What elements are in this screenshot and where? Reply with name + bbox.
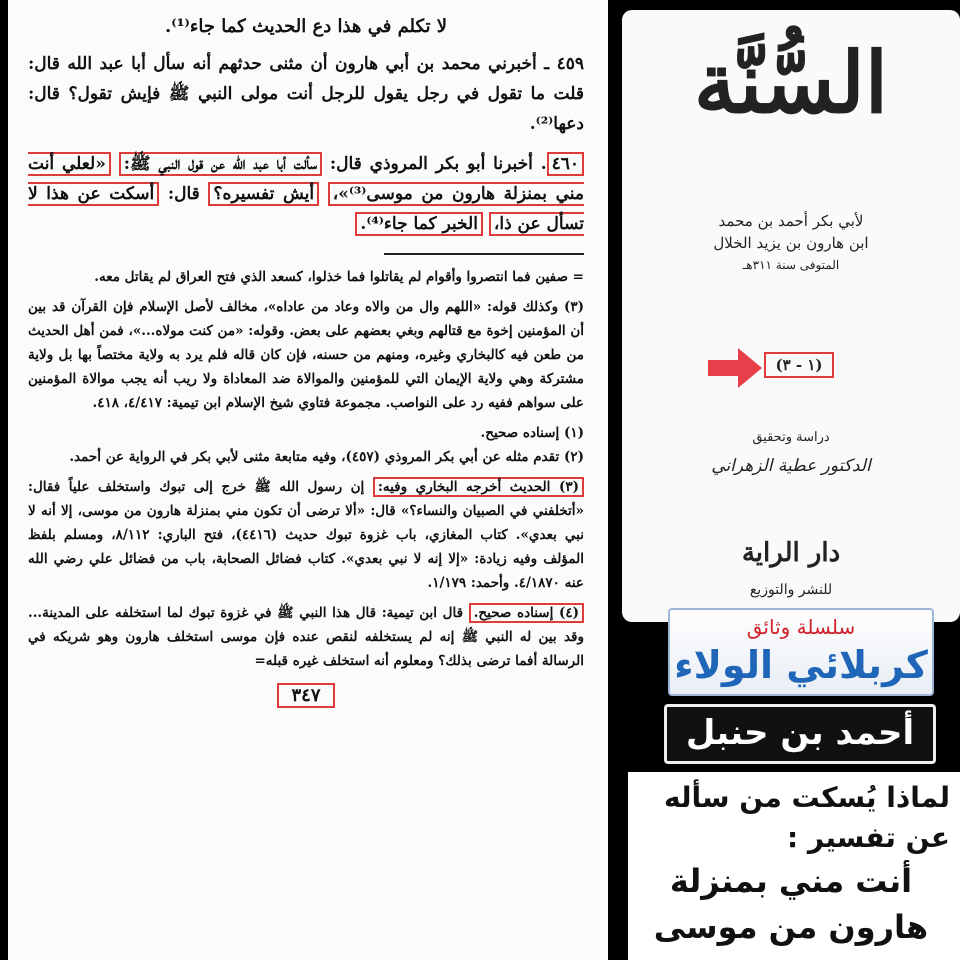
highlight-silence: أسكت عن هذا لا تسأل عن ذا، xyxy=(28,184,584,234)
question-line-4: هارون من موسى xyxy=(653,908,929,946)
cover-study: دراسة وتحقيق xyxy=(752,430,830,445)
highlight-number-460: ٤٦٠ xyxy=(547,152,584,176)
paragraph-459: ٤٥٩ ـ أخبرني محمد بن أبي هارون أن مثنى حدثهم أنه سأل أبا عبد الله قال: قلت ما تقول في رجل يقول للرجل أنت مولى النبي ﷺ فإيش تقول؟ قال: دعها⁽²⁾. xyxy=(28,54,584,134)
logo-main-text: كربلائي الولاء xyxy=(674,643,928,687)
highlight-as-it-came: الخبر كما جاء⁽⁴⁾. xyxy=(355,212,483,236)
footnote-2: (٢) تقدم مثله عن أبي بكر المروذي (٤٥٧)، وفيه متابعة مثنى لأبي بكر في الرواية عن أحمد. xyxy=(69,449,584,465)
footnote-4-text: قال ابن تيمية: قال هذا النبي ﷺ في غزوة تبوك لما استخلفه على المدينة... وقد بين له النبي ﷺ إنه لم يستخلفه لنقص عنده فإن موسى استخلف هارون وهو شريكه في الرسالة أفما ترضى بذلك؟ ومعلوم أنه استخلف غيره قبله= xyxy=(28,605,584,669)
arrow-icon xyxy=(708,346,764,390)
paragraph-460 xyxy=(28,149,584,239)
cover-title: السُّنَّة xyxy=(693,33,889,132)
footnote-continuation: = صفين فما انتصروا وأقوام لم يقاتلوا فما خذلوا، كسعد الذي فتح العراق لم يقاتل معه. xyxy=(94,269,584,285)
question-panel xyxy=(628,772,960,960)
series-logo xyxy=(668,608,934,696)
footnote-3-text: إن رسول الله ﷺ خرج إلى تبوك واستخلف علياً فقال: «أتخلفني في الصبيان والنساء؟» قال: «ألا ترضى أن تكون مني بمنزلة هارون من موسى، إلا أنه لا نبي بعدي». كتاب المغازي، باب غزوة تبوك حديث (٤٤١٦)، فتح الباري: ٨/١١٢، ومسلم بلفظ المؤلف وفيه زيادة: «إلا إنه لا نبي بعدي». كتاب فضائل الصحابة، باب من فضائل علي رضي الله عنه ٤/١٨٧٠. وأحمد: ١/١٧٩. xyxy=(28,479,585,591)
p460-intro: . أخبرنا أبو بكر المروذي قال: xyxy=(329,154,547,174)
logo-top-text: سلسلة وثائق xyxy=(746,615,856,639)
p460-said: قال: xyxy=(167,184,200,204)
highlight-question: سألت أبا عبد الله عن قول النبي ﷺ: xyxy=(119,152,322,176)
footnote-3-second xyxy=(28,475,584,595)
cover-publisher-sub: للنشر والتوزيع xyxy=(749,582,833,598)
question-line-3: أنت مني بمنزلة xyxy=(669,862,913,900)
cover-publisher: دار الراية xyxy=(741,538,841,568)
highlight-sahih: (٤) إسناده صحيح. xyxy=(469,603,584,623)
cover-author xyxy=(622,210,960,276)
footnote-1: (١) إسناده صحيح. xyxy=(480,425,584,441)
volume-label: (١ - ٣) xyxy=(764,352,834,378)
footnote-4 xyxy=(28,601,584,673)
scanned-book-page xyxy=(8,0,608,960)
question-line-2: عن تفسير : xyxy=(786,821,950,854)
footnote-3-first: (٣) وكذلك قوله: «اللهم وال من والاه وعاد من عاداه»، مخالف لأصل الإسلام فإن القرآن قد بين أن المؤمنين إخوة مع قتالهم وبغي بعضهم على بعض. وقوله: «من كنت مولاه...»، فمن أهل الحديث من طعن فيه كالبخاري وغيره، ومنهم من حسنه، فإن كان قاله فلم يرد به ولاية مختصاً بها بل ولاية مشتركة وهي ولاية الإيمان التي للمؤمنين والموالاة ضد المعاداة ولا ريب أنه يجب موالاة المؤمنين على سواهم ففيه رد على النواصب. مجموعة فتاوي شيخ الإسلام ابن تيمية: ٤/٤١٧، ٤١٨. xyxy=(28,299,584,411)
highlight-bukhari: (٣) الحديث أخرجه البخاري وفيه: xyxy=(373,477,584,497)
book-cover xyxy=(622,10,960,622)
question-line-1: لماذا يُسكت من سأله xyxy=(663,781,950,814)
panel-divider xyxy=(612,0,620,960)
name-badge: أحمد بن حنبل xyxy=(664,704,936,764)
cover-editor: الدكتور عطية الزهراني xyxy=(711,456,871,476)
page-number-wrap xyxy=(28,683,584,708)
author-line-1: لأبي بكر أحمد بن محمد xyxy=(718,212,864,230)
highlight-ask-meaning: أيش تفسيره؟ xyxy=(208,182,319,206)
page-number: ٣٤٧ xyxy=(277,683,334,708)
author-died: المتوفى سنة ٣١١هـ xyxy=(742,258,840,272)
footnote-divider xyxy=(384,253,584,255)
top-line: لا تكلم في هذا دع الحديث كما جاء⁽¹⁾. xyxy=(165,16,447,37)
highlight-hadith: «لعلي أنت مني بمنزلة هارون من موسى⁽³⁾»، xyxy=(28,154,584,204)
author-line-2: ابن هارون بن يزيد الخلال xyxy=(713,234,869,252)
